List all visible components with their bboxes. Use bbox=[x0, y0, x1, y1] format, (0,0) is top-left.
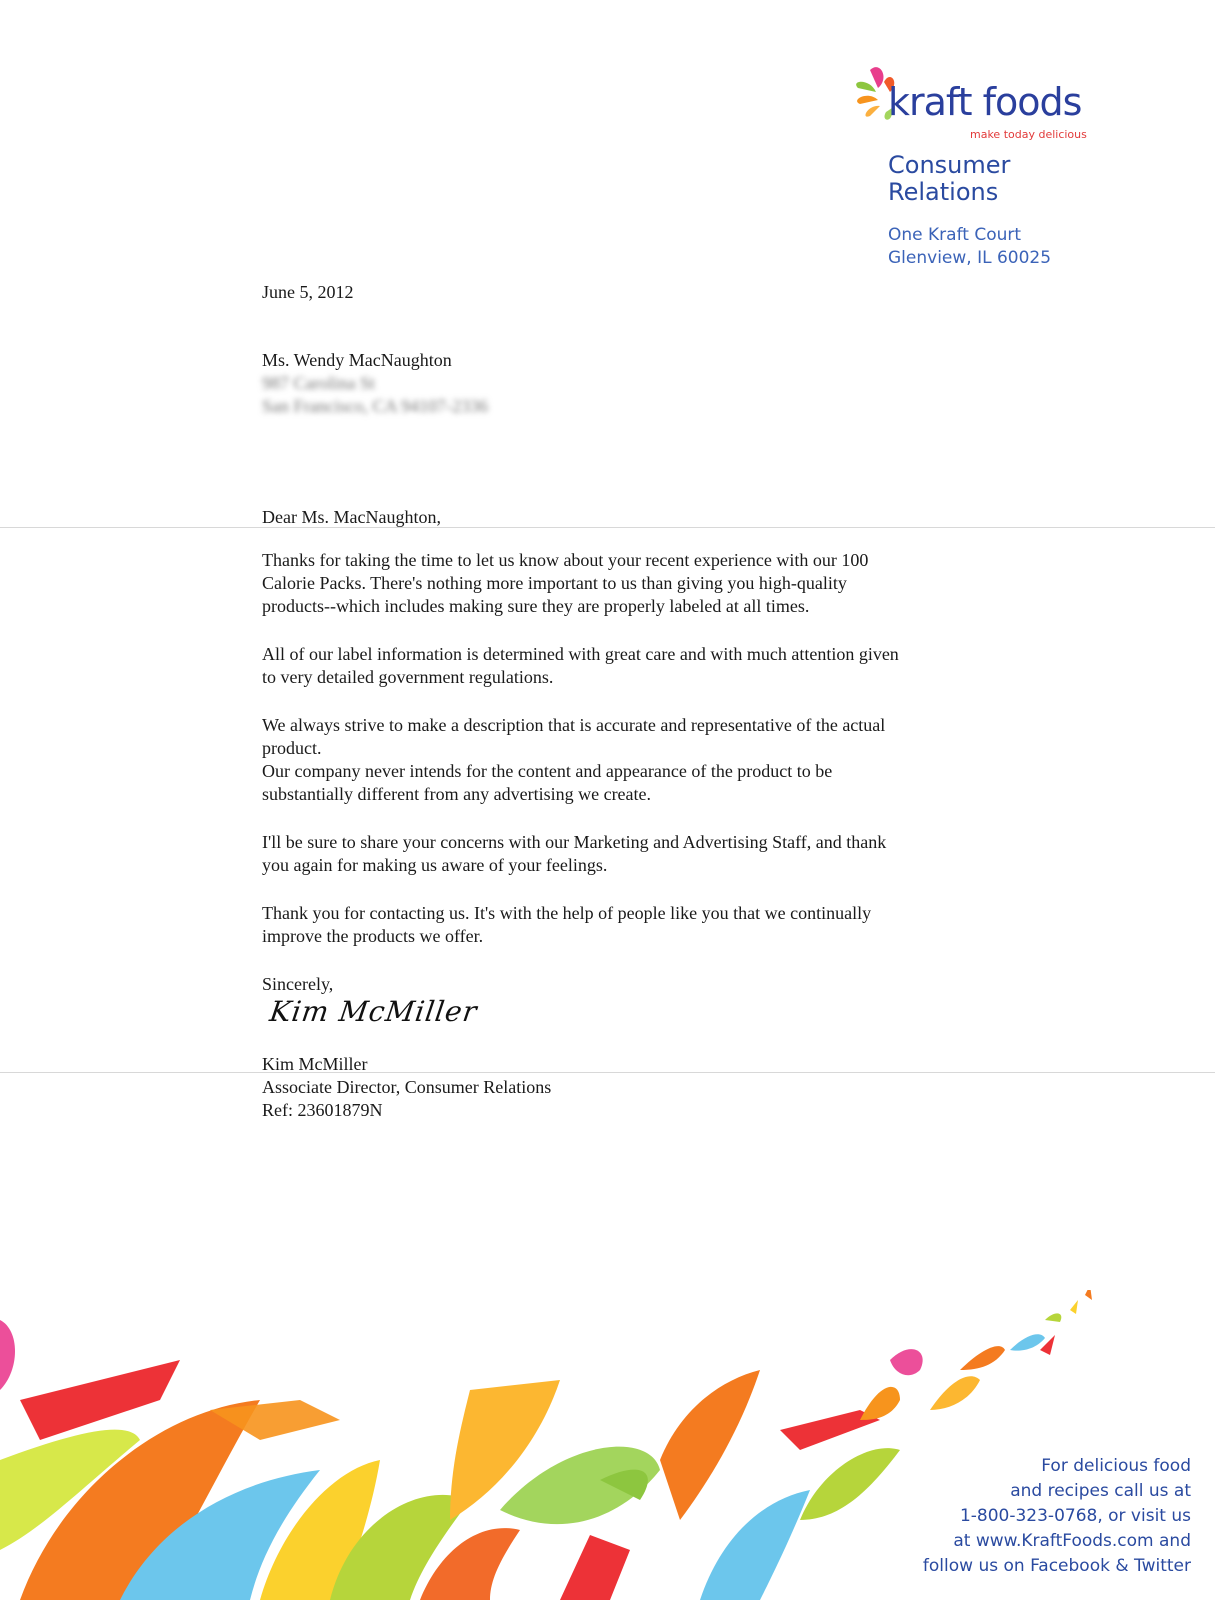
letter-body bbox=[262, 506, 1002, 996]
paragraph-line: Our company never intends for the content and appearance of the product to be bbox=[262, 761, 833, 781]
paragraph bbox=[262, 902, 1002, 948]
signer-block bbox=[262, 1053, 551, 1122]
recipient-address-line: 987 Carolina St bbox=[262, 373, 375, 393]
brand-wordmark: kraft foods bbox=[888, 80, 1082, 124]
paragraph-line: improve the products we offer. bbox=[262, 926, 484, 946]
footer-contact bbox=[871, 1454, 1191, 1579]
paper-fold-line bbox=[0, 1072, 1215, 1073]
paragraph-line: I'll be sure to share your concerns with our Marketing and Advertising Staff, and thank bbox=[262, 832, 887, 852]
paragraph bbox=[262, 549, 1002, 618]
footer-social-line: follow us on Facebook & Twitter bbox=[922, 1556, 1191, 1576]
paragraph-line: to very detailed government regulations. bbox=[262, 667, 554, 687]
paragraph bbox=[262, 714, 1002, 806]
paragraph-line: you again for making us aware of your feelings. bbox=[262, 855, 608, 875]
footer-website-line: at www.KraftFoods.com and bbox=[953, 1531, 1191, 1551]
recipient-address-line: San Francisco, CA 94107-2336 bbox=[262, 396, 488, 416]
department-name bbox=[888, 152, 1010, 206]
footer-phone-line: 1-800-323-0768, or visit us bbox=[959, 1506, 1191, 1526]
company-address bbox=[888, 224, 1051, 270]
paragraph-line: All of our label information is determined with great care and with much attention given bbox=[262, 644, 899, 664]
paragraph bbox=[262, 643, 1002, 689]
department-line: Consumer bbox=[888, 151, 1011, 179]
salutation: Dear Ms. MacNaughton, bbox=[262, 507, 441, 527]
reference-number: Ref: 23601879N bbox=[262, 1100, 383, 1120]
footer-line: For delicious food bbox=[1041, 1456, 1191, 1476]
signer-name: Kim McMiller bbox=[262, 1054, 368, 1074]
paragraph-line: products--which includes making sure they are properly labeled at all times. bbox=[262, 596, 810, 616]
paragraph-line: product. bbox=[262, 738, 322, 758]
paragraph bbox=[262, 831, 1002, 877]
paragraph-line: We always strive to make a description that is accurate and representative of the actual bbox=[262, 715, 886, 735]
paragraph-line: substantially different from any advertising we create. bbox=[262, 784, 652, 804]
recipient-name: Ms. Wendy MacNaughton bbox=[262, 350, 452, 370]
brand-tagline: make today delicious bbox=[970, 128, 1087, 141]
handwritten-signature: Kim McMiller bbox=[267, 995, 480, 1028]
paragraph-line: Thanks for taking the time to let us know about your recent experience with our 100 bbox=[262, 550, 869, 570]
recipient-block bbox=[262, 349, 488, 418]
department-line: Relations bbox=[888, 178, 999, 206]
letter-date: June 5, 2012 bbox=[262, 282, 354, 302]
footer-line: and recipes call us at bbox=[1010, 1481, 1191, 1501]
address-line: Glenview, IL 60025 bbox=[888, 248, 1052, 268]
paragraph-line: Thank you for contacting us. It's with the help of people like you that we continually bbox=[262, 903, 872, 923]
address-line: One Kraft Court bbox=[888, 225, 1022, 245]
closing: Sincerely, bbox=[262, 974, 334, 994]
paragraph-line: Calorie Packs. There's nothing more important to us than giving you high-quality bbox=[262, 573, 847, 593]
signer-title: Associate Director, Consumer Relations bbox=[262, 1077, 552, 1097]
